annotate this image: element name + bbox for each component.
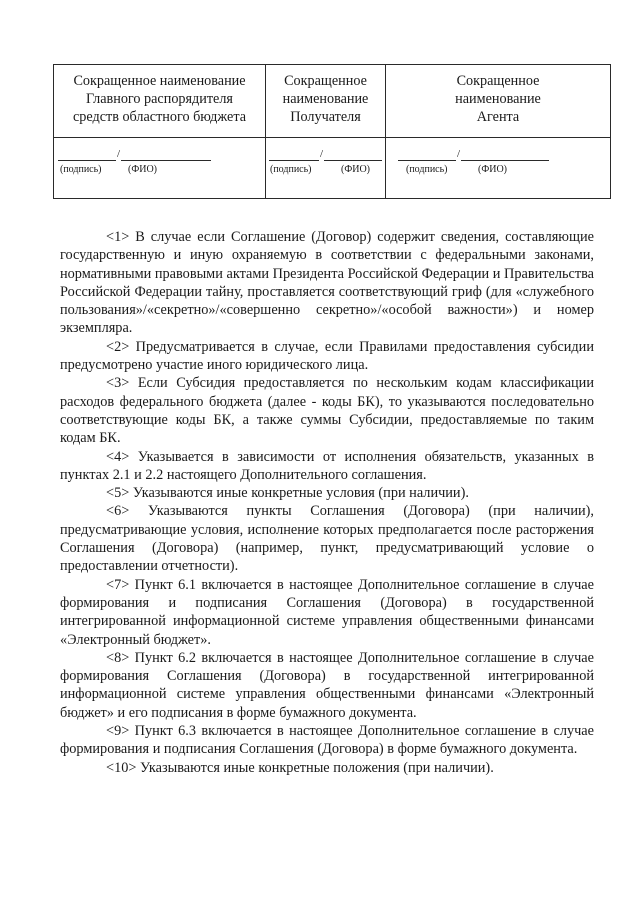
sign-caption: (подпись) [60,164,102,175]
signature-cell-main-manager [54,138,266,199]
footnote-1: <1> В случае если Соглашение (Договор) содержит сведения, составляющие государственную и иную охраняемую в соответствии с федеральными законами, нормативными правовыми актами Президента Российской Федерации и Правительства Российской Федерации тайну, проставляется соответствующий гриф (для «служебного пользования»/«секретно»/«совершенно секретно»/«особой важности») и номер экземпляра. [60,229,594,337]
footnote-3: <3> Если Субсидия предоставляется по нескольким кодам классификации расходов федерального бюджета (далее - коды БК), то указываются последовательно соответствующие коды БК, а также суммы Субсидии, предоставляемые по таким кодам БК. [60,375,594,447]
signature-table-sign-row [54,138,611,199]
header-cell-main-manager [54,65,266,138]
footnote-10: <10> Указываются иные конкретные положения (при наличии). [106,759,494,776]
signature-line: / [58,148,265,161]
header-line: Сокращенное наименование [73,73,246,89]
footnotes [60,228,594,777]
footnote-6: <6> Указываются пункты Соглашения (Договора) (при наличии), предусматривающие условия, исполнение которых предполагается после расторжения Соглашения (Договора) (например, пункт, предусматривающий условие о предоставлении отчетности). [60,503,594,575]
header-line: Получателя [290,109,361,125]
name-caption: (ФИО) [478,164,508,175]
header-line: Агента [476,109,520,125]
header-cell-recipient [266,65,386,138]
footnote-4: <4> Указывается в зависимости от исполнения обязательств, указанных в пунктах 2.1 и 2.2 настоящего Дополнительного соглашения. [60,448,594,483]
header-cell-agent [386,65,611,138]
sign-caption: (подпись) [270,164,312,175]
signature-line: / [269,148,385,161]
header-line: наименование [282,91,369,107]
signature-cell-recipient [266,138,386,199]
header-line: Сокращенное [456,73,540,89]
header-line: средств областного бюджета [73,109,246,125]
footnote-2: <2> Предусматривается в случае, если Правилами предоставления субсидии предусмотрено участие иного юридического лица. [60,338,594,374]
header-line: Главного распорядителя [86,91,233,107]
signature-table [53,64,611,199]
signature-table-header-row [54,65,611,138]
name-caption: (ФИО) [128,164,158,175]
footnote-7: <7> Пункт 6.1 включается в настоящее Дополнительное соглашение в случае формирования и подписания Соглашения (Договора) в государственной интегрированной информационной системе управления общественными финансами «Электронный бюджет». [60,576,594,648]
signature-line: / [398,148,610,161]
signature-cell-agent [386,138,611,199]
header-line: наименование [455,91,541,107]
name-caption: (ФИО) [341,164,371,175]
footnote-8: <8> Пункт 6.2 включается в настоящее Дополнительное соглашение в случае формирования Соглашения (Договора) в государственной интегрированной информационной системе управления общественными финансами «Электронный бюджет» и его подписания в форме бумажного документа. [60,649,594,721]
header-line: Сокращенное [284,73,367,89]
footnote-5: <5> Указываются иные конкретные условия (при наличии). [106,485,469,502]
sign-caption: (подпись) [406,164,448,175]
footnote-9: <9> Пункт 6.3 включается в настоящее Дополнительное соглашение в случае формирования и подписания Соглашения (Договора) в форме бумажного документа. [60,723,594,758]
